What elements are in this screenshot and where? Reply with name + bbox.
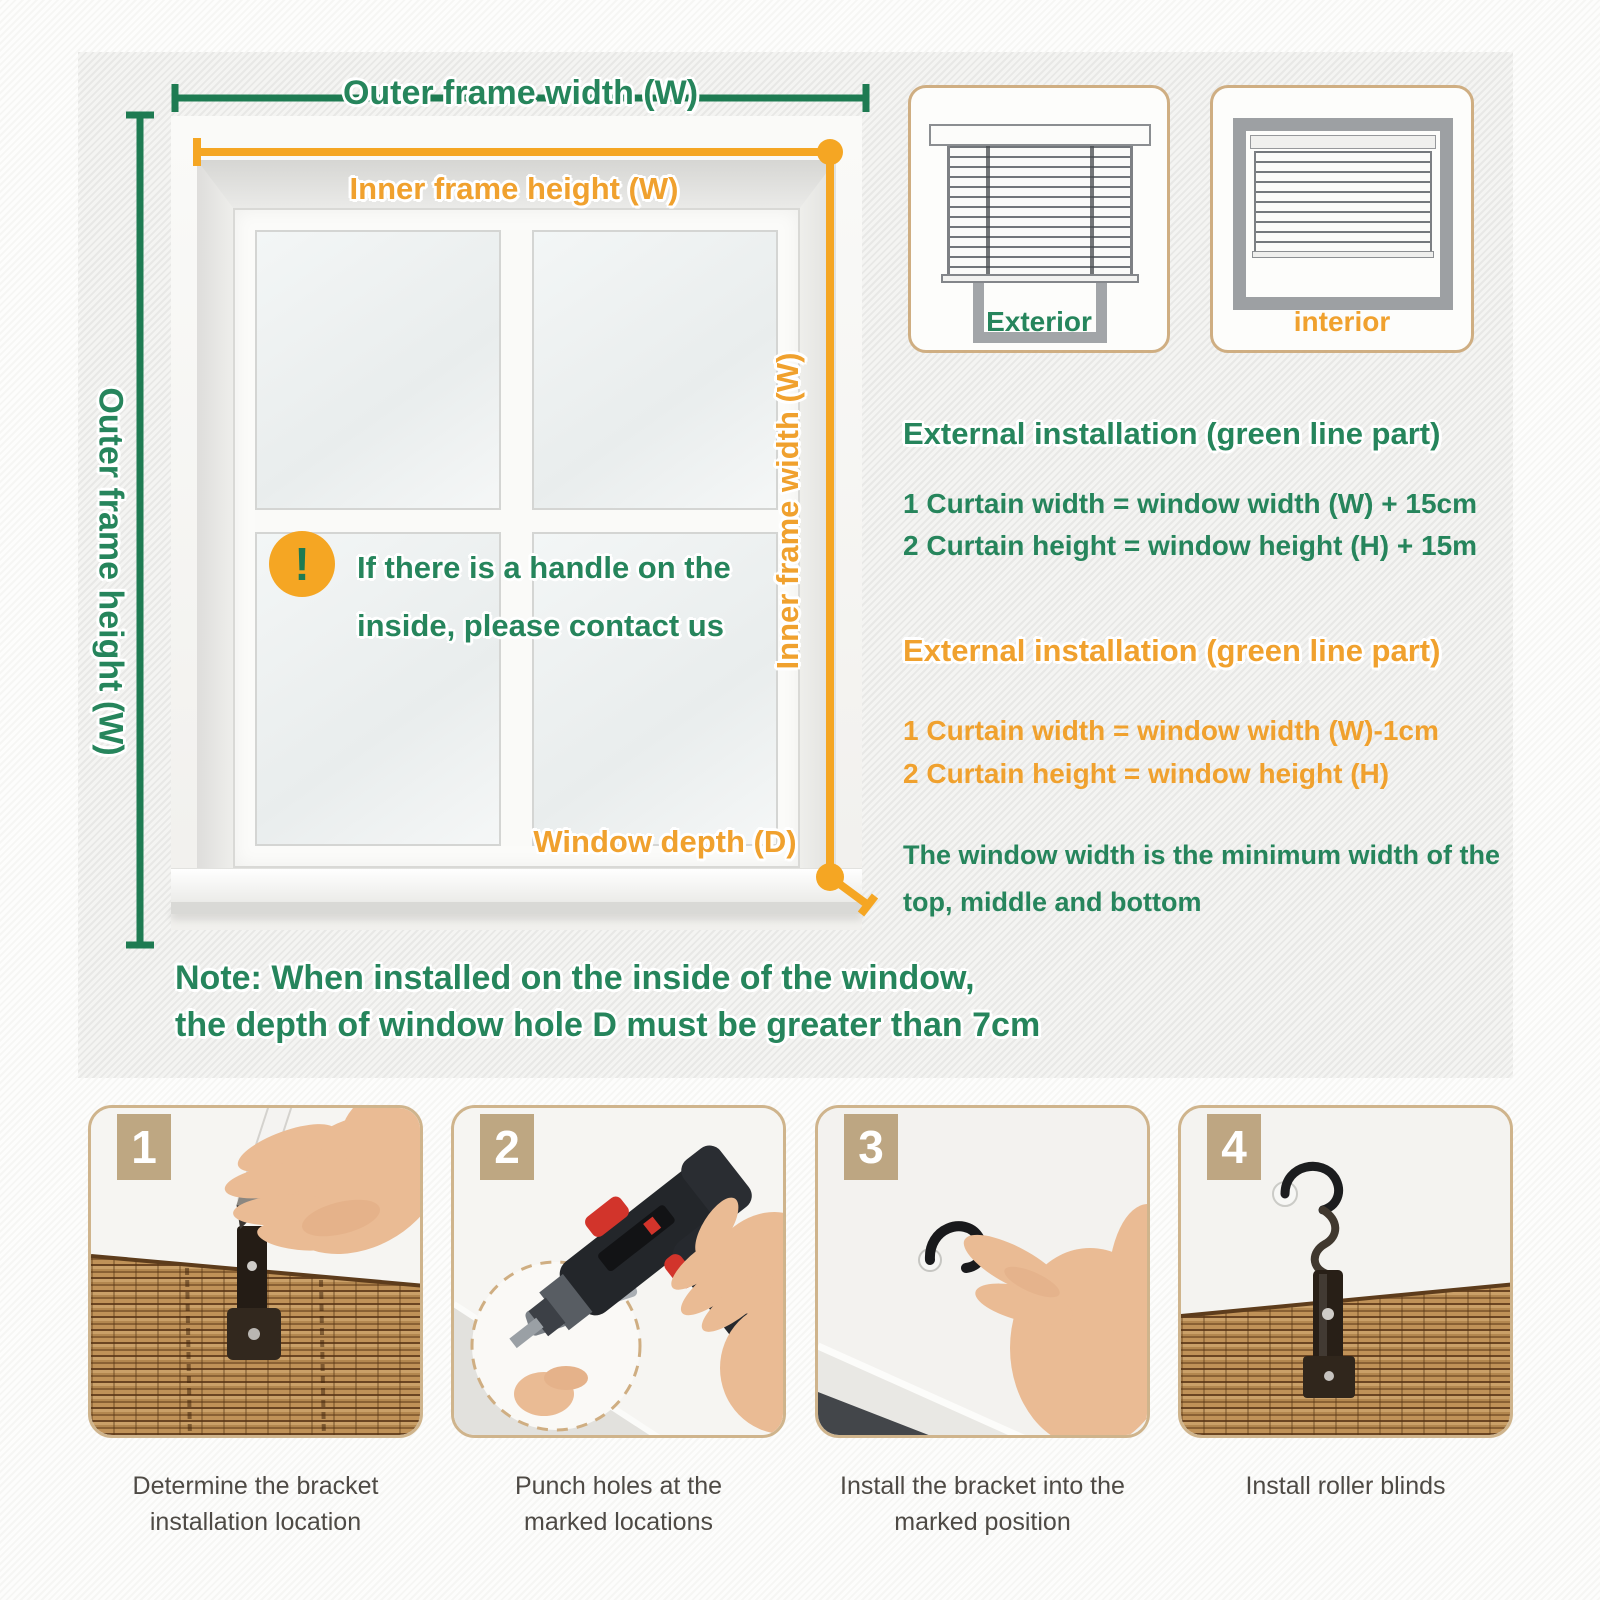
step-number: 2: [494, 1121, 520, 1173]
window-frame-illustration: [1233, 118, 1453, 310]
min-width-note-line2: top, middle and bottom: [903, 887, 1202, 917]
internal-curtain-height-rule: 2 Curtain height = window height (H): [903, 758, 1390, 789]
blind-cord: [986, 146, 990, 274]
step-caption-text: Install the bracket into the marked position: [840, 1472, 1125, 1537]
step-caption-4: [1178, 1468, 1513, 1504]
step-caption-1: [88, 1468, 423, 1541]
exclamation-glyph: !: [294, 538, 310, 590]
step-card-4: [1178, 1105, 1513, 1438]
blind-slats-illustration: [947, 146, 1133, 274]
internal-curtain-width-rule: 1 Curtain width = window width (W)-1cm: [903, 715, 1439, 746]
window-depth-label: Window depth (D): [533, 824, 797, 859]
step-number: 4: [1221, 1121, 1247, 1173]
exterior-label: Exterior: [986, 306, 1092, 337]
blind-cord: [1090, 146, 1094, 274]
external-curtain-height-rule: 2 Curtain height = window height (H) + 15m: [903, 530, 1478, 561]
step-number-badge: [844, 1114, 898, 1180]
step-card-3: [815, 1105, 1150, 1438]
step-caption-text: Punch holes at the marked locations: [514, 1472, 723, 1537]
step-number-badge: [480, 1114, 534, 1180]
outer-frame-height-label: Outer frame height (W): [91, 387, 130, 756]
internal-installation-heading: External installation (green line part): [903, 633, 1441, 668]
outer-frame-width-label: Outer frame width (W): [342, 74, 699, 112]
step-caption-3: [815, 1468, 1150, 1541]
depth-note-line2: the depth of window hole D must be greater than 7cm: [175, 1006, 1041, 1044]
blind-bottom-rail: [941, 274, 1139, 283]
exterior-mount-box: [908, 85, 1170, 353]
interior-label: interior: [1293, 306, 1391, 337]
inner-frame-height-label: Inner frame height (W): [349, 171, 679, 206]
blind-headrail-illustration: [1250, 135, 1436, 149]
step-card-1: [88, 1105, 423, 1438]
blind-slats-illustration: [1254, 151, 1432, 251]
exclamation-icon: [269, 531, 335, 597]
blind-bottom-rail: [1252, 251, 1434, 258]
warning-text-line2: inside, please contact us: [357, 608, 724, 643]
step-number: 1: [131, 1121, 157, 1173]
min-width-note-line1: The window width is the minimum width of the: [903, 840, 1500, 870]
warning-text-line1: If there is a handle on the: [357, 550, 731, 585]
step-caption-2: [451, 1468, 786, 1541]
step-number: 3: [858, 1121, 884, 1173]
depth-note-line1: Note: When installed on the inside of the window,: [175, 959, 975, 997]
step-caption-text: Install roller blinds: [1245, 1472, 1446, 1500]
step-card-2: [451, 1105, 786, 1438]
inner-frame-width-label: Inner frame width (W): [770, 352, 805, 670]
step-number-badge: [117, 1114, 171, 1180]
external-curtain-width-rule: 1 Curtain width = window width (W) + 15cm: [903, 488, 1478, 519]
external-installation-heading: External installation (green line part): [903, 416, 1441, 451]
step-caption-text: Determine the bracket installation location: [132, 1472, 379, 1537]
measurement-diagram-panel: [78, 52, 1513, 1078]
interior-mount-box: [1210, 85, 1474, 353]
blind-headrail-illustration: [929, 124, 1151, 146]
step-number-badge: [1207, 1114, 1261, 1180]
